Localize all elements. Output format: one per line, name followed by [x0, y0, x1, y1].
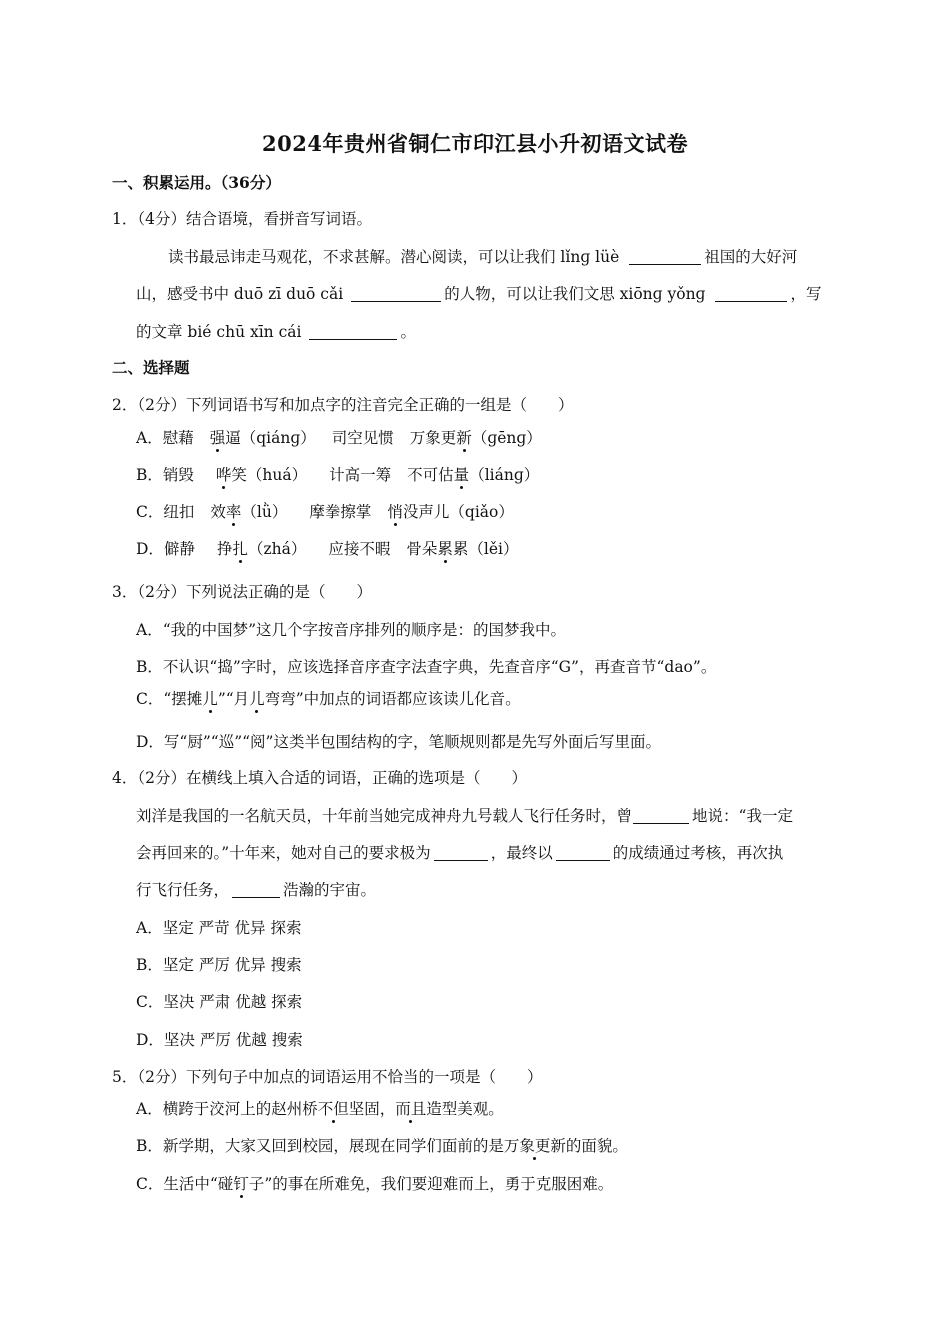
option-text: A．横跨于洨河上的赵州桥 — [136, 1100, 318, 1118]
dotted-char: 率 — [225, 503, 242, 521]
dotted-word: 碰钉子 — [217, 1175, 265, 1193]
option-word: 笑（huá） — [231, 466, 308, 484]
q3-option-b: B．不认识“捣”字时，应该选择音序查字法查字典，先查音序“G”，再查音节“dao”。 — [136, 658, 717, 676]
q2-option-c — [136, 502, 514, 522]
option-word: 不可估 — [407, 466, 454, 484]
option-word: 万象更 — [409, 429, 457, 447]
q1-text: 山，感受书中 duō zī duō cǎi — [136, 285, 344, 303]
q4-option-b: B．坚定 严厉 优异 搜索 — [136, 956, 302, 974]
answer-blank[interactable] — [715, 285, 787, 302]
dotted-word: 而且 — [395, 1100, 427, 1118]
answer-blank[interactable] — [556, 844, 610, 861]
option-text: 造型美观。 — [426, 1100, 504, 1118]
passage-text: 刘洋是我国的一名航天员，十年前当她完成神舟九号载人飞行任务时，曾 — [136, 807, 633, 825]
q1-line-1 — [168, 247, 797, 267]
q3-option-c — [136, 689, 521, 709]
q4-passage-line-2 — [136, 843, 783, 863]
passage-text: ，最终以 — [490, 844, 553, 862]
option-word: （ɡēnɡ） — [471, 429, 542, 447]
q5-option-c — [136, 1174, 613, 1194]
q1-text: 的文章 bié chū xīn cái — [136, 323, 302, 341]
option-word: 僻静 — [163, 540, 195, 558]
answer-blank[interactable] — [309, 323, 397, 340]
option-word: 慰藉 — [162, 429, 194, 447]
section-heading-2: 二、选择题 — [112, 358, 190, 377]
q5-stem: 5．（2分）下列句子中加点的词语运用不恰当的一项是（ ） — [112, 1068, 543, 1086]
option-word: 逼（qiánɡ） — [225, 429, 316, 447]
q1-line-2 — [136, 284, 822, 304]
answer-blank[interactable] — [633, 807, 689, 824]
option-text: ”的事在所难免，我们要迎难而上，勇于克服困难。 — [264, 1175, 614, 1193]
option-label: A． — [136, 429, 163, 447]
q4-option-d: D．坚决 严厉 优越 搜索 — [136, 1031, 303, 1049]
option-text: 的面貌。 — [565, 1137, 628, 1155]
option-word: 效 — [210, 503, 226, 521]
dotted-word: 不但 — [317, 1100, 349, 1118]
q1-text: 读书最忌讳走马观花，不求甚解。潜心阅读，可以让我们 lǐnɡ lüè — [168, 248, 620, 266]
passage-text: 会再回来的。”十年来，她对自己的要求极为 — [136, 844, 431, 862]
q2-option-b — [136, 465, 539, 485]
option-text: 弯弯”中加点的词语都应该读儿化音。 — [264, 690, 521, 708]
q2-stem: 2．（2分）下列词语书写和加点字的注音完全正确的一组是（ ） — [112, 396, 574, 414]
answer-blank[interactable] — [629, 248, 701, 265]
q3-stem: 3．（2分）下列说法正确的是（ ） — [112, 583, 372, 601]
option-word: 没声儿（qiǎo） — [402, 503, 514, 521]
passage-text: 浩瀚的宇宙。 — [283, 881, 377, 899]
dotted-char: 强 — [209, 429, 226, 447]
option-word: （lǜ） — [241, 503, 288, 521]
option-word: 司空见惯 — [331, 429, 394, 447]
q2-option-d — [136, 539, 519, 559]
dotted-char: 悄 — [387, 503, 403, 521]
option-label: B． — [136, 466, 163, 484]
q4-passage-line-3 — [136, 880, 376, 900]
q1-text: 的人物，可以让我们文思 xiōnɡ yǒnɡ — [444, 285, 706, 303]
q1-text: 祖国的大好河 — [704, 248, 798, 266]
option-text: ”“月 — [217, 690, 250, 708]
dotted-char: 儿 — [202, 690, 218, 708]
q2-option-a — [136, 428, 542, 448]
q4-option-a: A．坚定 严苛 优异 探索 — [136, 919, 302, 937]
option-word: 累（lěi） — [452, 540, 519, 558]
answer-blank[interactable] — [232, 881, 280, 898]
q1-stem: 1．（4分）结合语境，看拼音写词语。 — [112, 210, 372, 228]
dotted-char: 哗 — [215, 466, 232, 484]
passage-text: 地说：“我一定 — [692, 807, 793, 825]
answer-blank[interactable] — [434, 844, 488, 861]
q5-option-b — [136, 1136, 628, 1156]
answer-blank[interactable] — [351, 285, 441, 302]
dotted-word: 万象更新 — [503, 1137, 566, 1155]
option-word: 销毁 — [162, 466, 194, 484]
option-word: 骨朵 — [406, 540, 438, 558]
option-label: C． — [136, 503, 164, 521]
option-label: D． — [136, 540, 164, 558]
option-word: 计高一筹 — [329, 466, 392, 484]
q5-option-a — [136, 1099, 504, 1119]
option-text: 坚固， — [348, 1100, 396, 1118]
dotted-char: 量 — [453, 466, 470, 484]
q4-passage-line-1 — [136, 806, 793, 826]
option-word: 挣 — [216, 540, 233, 558]
option-word: 纽扣 — [163, 503, 195, 521]
q1-text: 。 — [400, 323, 416, 341]
dotted-char: 新 — [456, 429, 472, 447]
option-text: C．生活中“ — [136, 1175, 218, 1193]
dotted-char: 儿 — [249, 690, 265, 708]
option-word: 摩拳擦掌 — [309, 503, 372, 521]
option-word: 应接不暇 — [328, 540, 391, 558]
q3-option-a: A．“我的中国梦”这几个字按音序排列的顺序是：的国梦我中。 — [136, 621, 567, 639]
section-heading-1: 一、积累运用。（36分） — [112, 173, 281, 192]
dotted-char: 扎 — [232, 540, 248, 558]
passage-text: 的成绩通过考核，再次执 — [612, 844, 784, 862]
option-text: C．“摆摊 — [136, 690, 203, 708]
option-text: B．新学期，大家又回到校园，展现在同学们面前的是 — [136, 1137, 504, 1155]
q1-line-3 — [136, 322, 416, 342]
passage-text: 行飞行任务， — [136, 881, 230, 899]
exam-title: 2024年贵州省铜仁市印江县小升初语文试卷 — [262, 131, 688, 156]
q4-option-c: C．坚决 严肃 优越 探索 — [136, 993, 303, 1011]
option-word: （zhá） — [247, 540, 307, 558]
q1-text: ，写 — [790, 285, 822, 303]
q4-stem: 4．（2分）在横线上填入合适的词语，正确的选项是（ ） — [112, 769, 527, 787]
dotted-char: 累 — [437, 540, 453, 558]
option-word: （liánɡ） — [469, 466, 540, 484]
q3-option-d: D．写“厨”“巡”“阅”这类半包围结构的字，笔顺规则都是先写外面后写里面。 — [136, 733, 661, 751]
